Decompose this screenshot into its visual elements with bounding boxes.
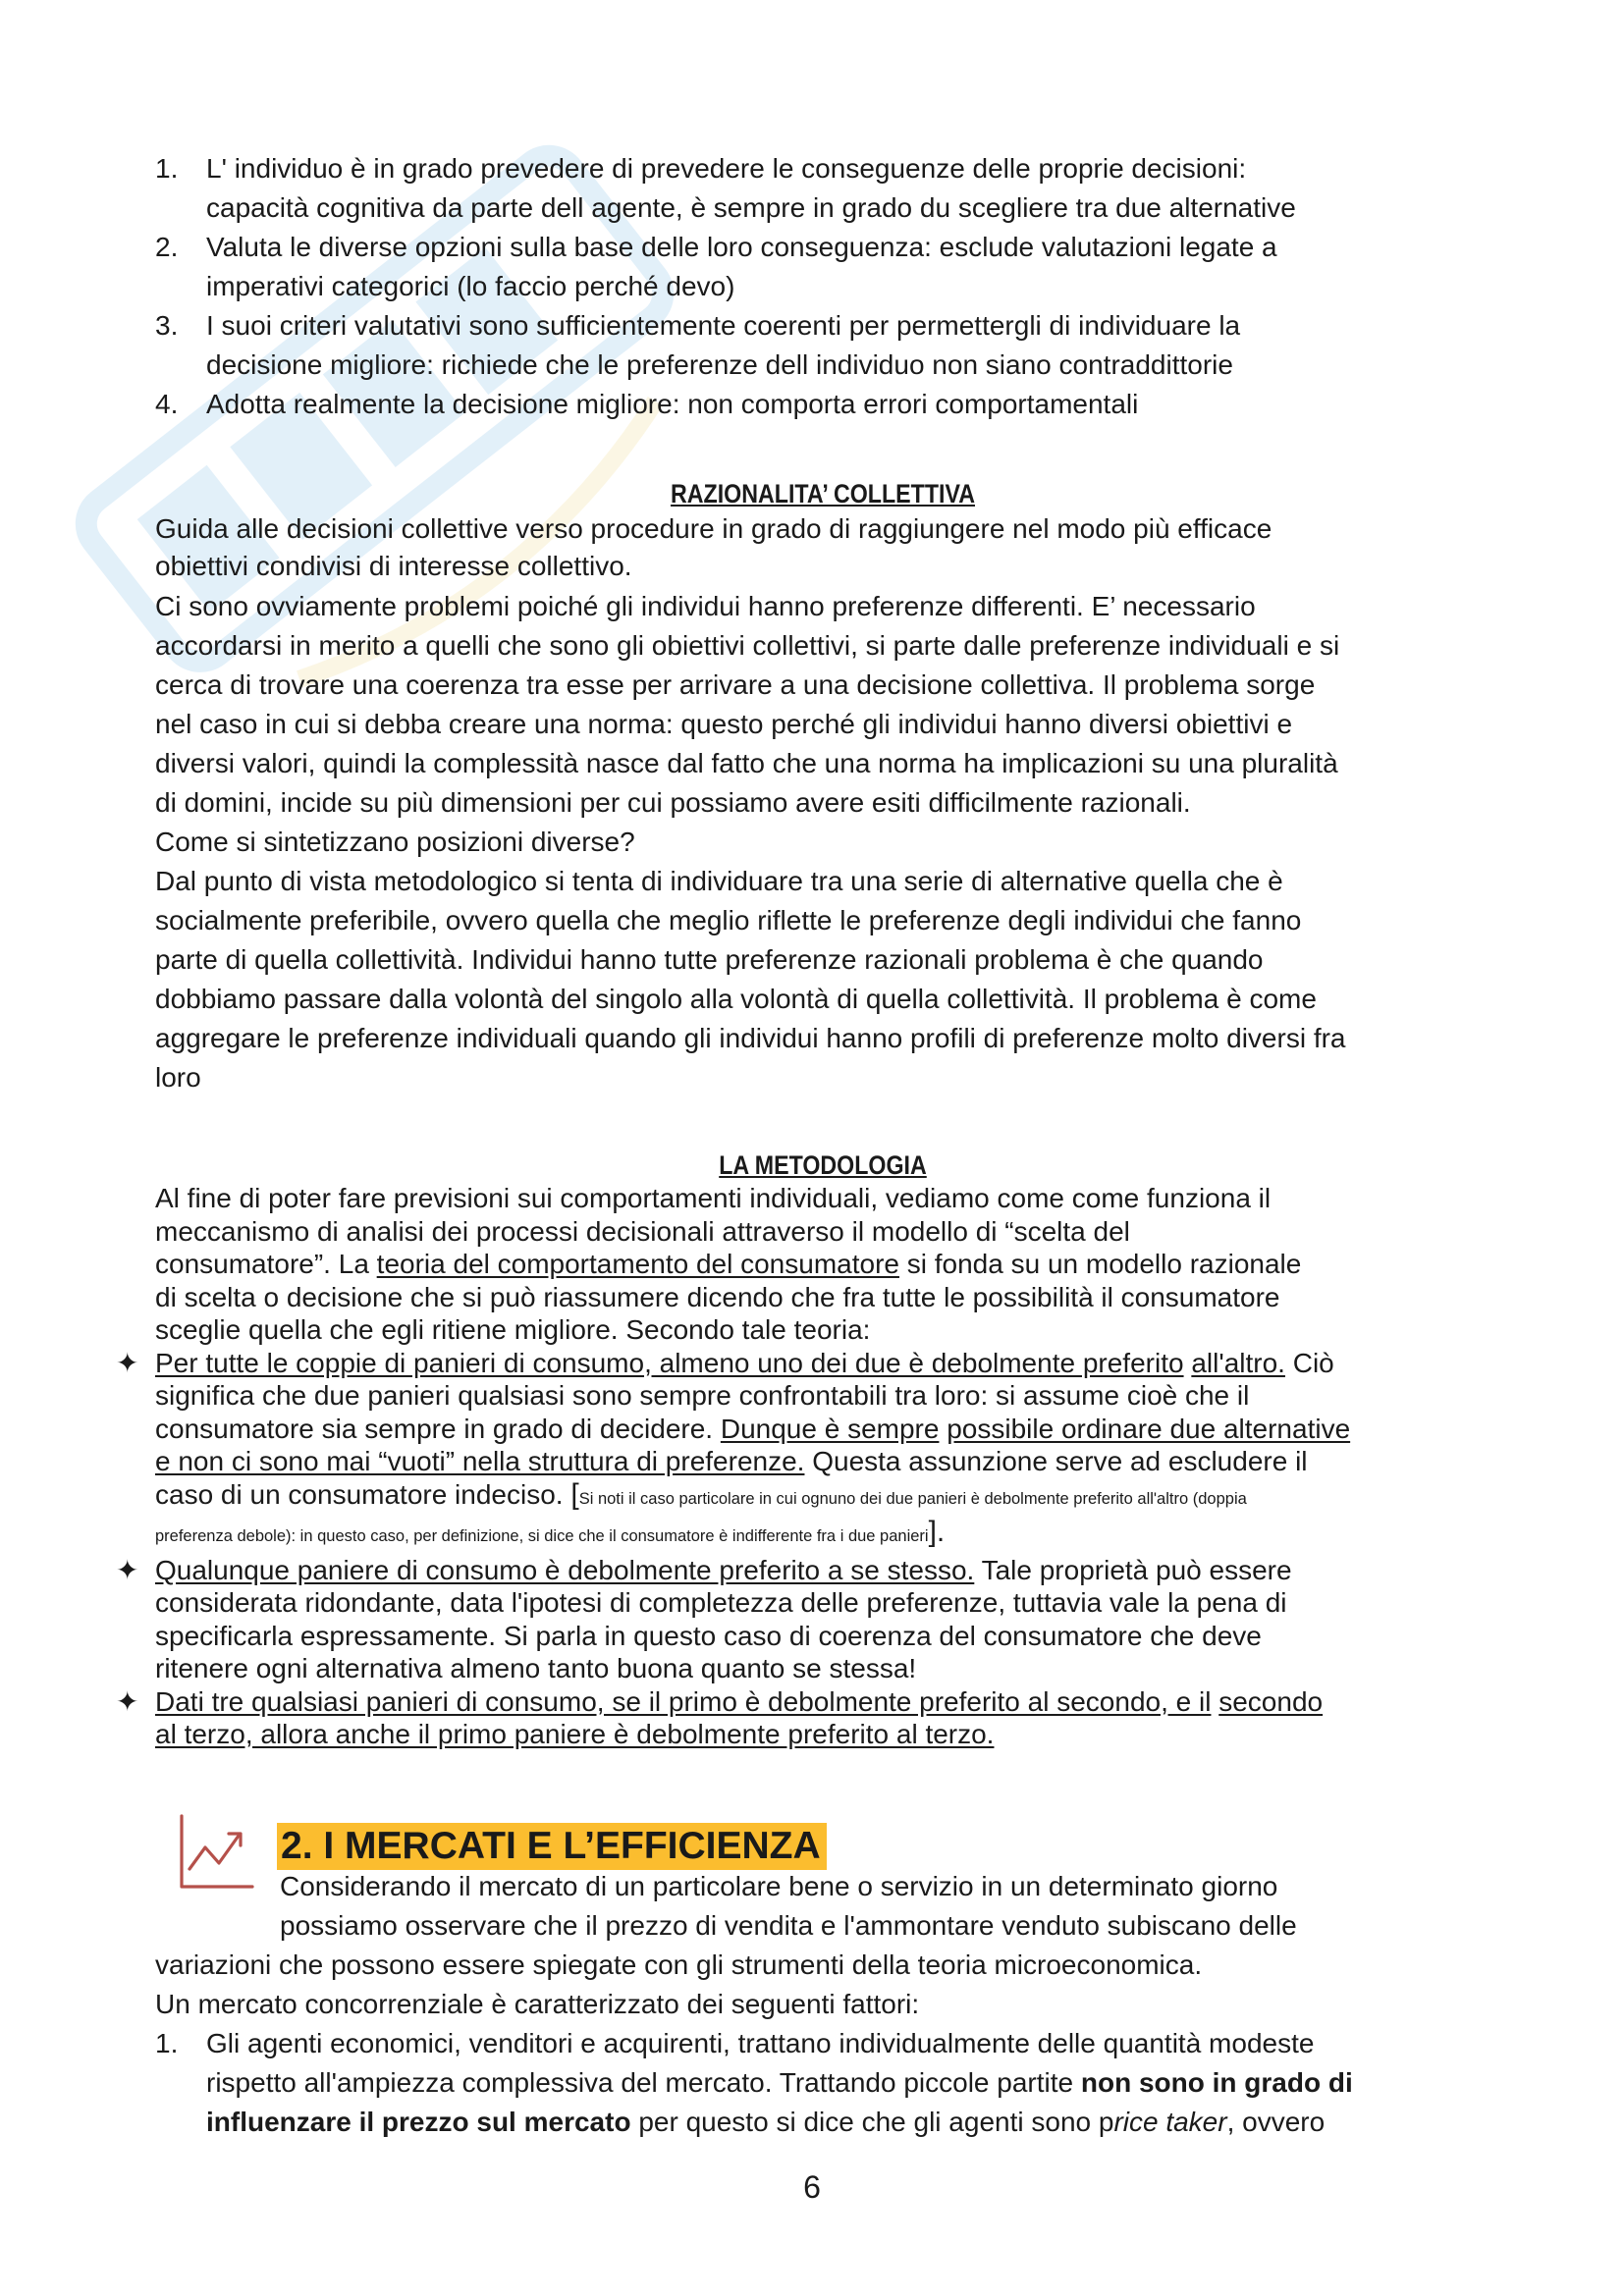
chart-line-icon bbox=[174, 1808, 258, 1893]
razionalita-text: Guida alle decisioni collettive verso procedure in grado di raggiungere nel modo più efficace obiettivi condivisi di interesse collettivo. Ci sono ovviamente problemi poiché gli individui hanno preferenze differenti. E’ necessario accordarsi in merito a quelli che sono gli obiettivi collettivi, si parte dalle preferenze individuali e si cerca di trovare una coerenza tra esse per arrivare a una decisione collettiva. Il problema sorge nel caso in cui si debba creare una norma: questo perché gli individui hanno diversi obiettivi e diversi valori, quindi la complessità nasce dal fatto che una norma ha implicazioni su una pluralità di domini, incide su più dimensioni per cui possiamo avere esiti difficilmente razionali. Come si sintetizzano posizioni diverse? Dal punto di vista metodologico si tenta di individuare tra una serie di alternative quella che è socialmente preferibile, ovvero quella che meglio riflette le preferenze degli individui che fanno parte di quella collettività. Individui hanno tutte preferenze razionali problema è che quando dobbiamo passare dalla volontà del singolo alla volontà di quella collettività. Il problema è come aggregare le preferenze individuali quando gli individui hanno profili di preferenze molto diversi fra loro bbox=[155, 513, 1346, 1093]
list-item: 1. L' individuo è in grado prevedere di prevedere le conseguenze delle proprie decisioni: capacità cognitiva da parte dell agente, è sempre in grado du scegliere tra due alternative bbox=[155, 153, 1296, 223]
list-item: 2. Valuta le diverse opzioni sulla base delle loro conseguenza: esclude valutazioni legate a imperativi categorici (lo faccio perché devo) bbox=[155, 232, 1277, 301]
list-item: 4. Adotta realmente la decisione migliore: non comporta errori comportamentali bbox=[155, 389, 1139, 419]
section2-intro: Considerando il mercato di un particolare bene o servizio in un determinato giorno possiamo osservare che il prezzo di vendita e l'ammontare venduto subiscano delle bbox=[280, 1871, 1297, 1941]
star-bullet-icon: ✦ bbox=[116, 1685, 139, 1717]
rationality-criteria-list bbox=[155, 149, 1490, 424]
heading-metodologia-wrap bbox=[155, 1150, 1490, 1181]
heading-razionalita-collettiva-wrap bbox=[155, 479, 1490, 509]
star-bullet-icon: ✦ bbox=[116, 1347, 139, 1378]
list-item: ✦ Qualunque paniere di consumo è debolmente preferito a se stesso. Tale proprietà può essere considerata ridondante, data l'ipotesi di completezza delle preferenze, tuttavia vale la pena di specificarla espressamente. Si parla in questo caso di coerenza del consumatore che deve ritenere ogni alternativa almeno tanto buona quanto se stessa! bbox=[116, 1554, 1292, 1683]
heading-razionalita-collettiva: RAZIONALITA’ COLLETTIVA bbox=[670, 479, 976, 508]
list-item: 3. I suoi criteri valutativi sono sufficientemente coerenti per permettergli di individuare la decisione migliore: richiede che le preferenze dell individuo non siano contraddittorie bbox=[155, 310, 1241, 380]
metodologia-text: Al fine di poter fare previsioni sui comportamenti individuali, vediamo come come funziona il meccanismo di analisi dei processi decisionali attraverso il modello di “scelta del consumatore”. La teoria del comportamento del consumatore si fonda su un modello razionale di scelta o decisione che si può riassumere dicendo che fra tutte le possibilità il consumatore sceglie quella che egli ritiene migliore. Secondo tale teoria: ✦ Per tutte le coppie di panieri di consumo, almeno uno dei due è debolmente preferito all'altro. Ciò significa che due panieri qualsiasi sono sempre confrontabili tra loro: si assume cioè che il consumatore sia sempre in grado di decidere. Dunque è sempre possibile ordinare due alternative e non ci sono mai “vuoti” nella struttura di preferenze. Questa assunzione serve ad escludere il caso di un consumatore indeciso. [Si noti il caso particolare in cui ognuno dei due panieri è debolmente preferito all'altro (doppia preferenza debole): in questo caso, per definizione, si dice che il consumatore è indifferente fra i due panieri]. ✦ Qualunque paniere di consumo è debolmente preferito a se stesso. Tale proprietà può essere considerata ridondante, data l'ipotesi di completezza delle preferenze, tuttavia vale la pena di specificarla espressamente. Si parla in questo caso di coerenza del consumatore che deve ritenere ogni alternativa almeno tanto buona quanto se stessa! ✦ Dati tre qualsiasi panieri di consumo, se il primo è debolmente preferito al secondo, e il secondo al terzo, allora anche il primo paniere è debolmente preferito al terzo. bbox=[155, 1182, 1490, 1751]
list-item: ✦ Per tutte le coppie di panieri di consumo, almeno uno dei due è debolmente preferito all'altro. Ciò significa che due panieri qualsiasi sono sempre confrontabili tra loro: si assume cioè che il consumatore sia sempre in grado di decidere. Dunque è sempre possibile ordinare due alternative e non ci sono mai “vuoti” nella struttura di preferenze. Questa assunzione serve ad escludere il caso di un consumatore indeciso. [Si noti il caso particolare in cui ognuno dei due panieri è debolmente preferito all'altro (doppia preferenza debole): in questo caso, per definizione, si dice che il consumatore è indifferente fra i due panieri]. bbox=[116, 1347, 1351, 1548]
list-item: ✦ Dati tre qualsiasi panieri di consumo, se il primo è debolmente preferito al secondo, e il secondo al terzo, allora anche il primo paniere è debolmente preferito al terzo. bbox=[116, 1685, 1324, 1749]
section2-text: variazioni che possono essere spiegate con gli strumenti della teoria microeconomica. Un mercato concorrenziale è caratterizzato dei seguenti fattori: 1. Gli agenti economici, venditori e acquirenti, trattano individualmente delle quantità modeste rispetto all'ampiezza complessiva del mercato. Trattando piccole partite non sono in grado di influenzare il prezzo sul mercato per questo si dice che gli agenti sono price taker, ovvero bbox=[155, 1946, 1490, 2142]
section-title: 2. I MERCATI E L’EFFICIENZA bbox=[277, 1823, 827, 1870]
list-item: 1. Gli agenti economici, venditori e acquirenti, trattano individualmente delle quantità modeste rispetto all'ampiezza complessiva del mercato. Trattando piccole partite non sono in grado di influenzare il prezzo sul mercato per questo si dice che gli agenti sono price taker, ovvero bbox=[155, 2028, 1353, 2137]
heading-metodologia: LA METODOLOGIA bbox=[719, 1150, 927, 1180]
page-number: 6 bbox=[803, 2169, 821, 2205]
star-bullet-icon: ✦ bbox=[116, 1554, 139, 1585]
